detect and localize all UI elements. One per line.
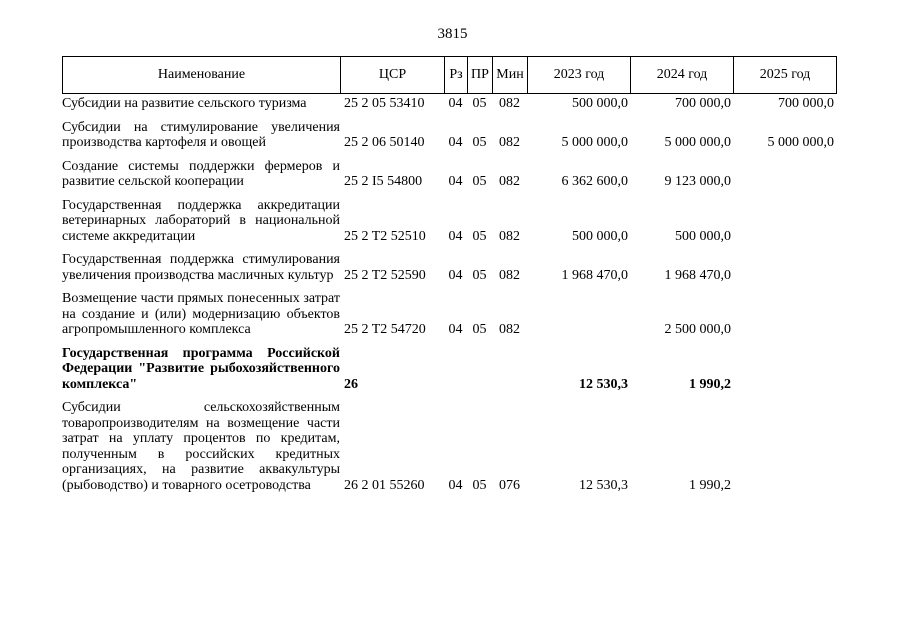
table-row: [62, 400, 842, 493]
row-2025: [733, 346, 836, 393]
row-csr: 25 2 T2 54720: [344, 322, 426, 337]
header-2023: 2023 год: [528, 57, 631, 93]
row-min: 076: [499, 477, 520, 493]
table-row: [62, 96, 842, 112]
row-2024: 700 000,0: [675, 96, 731, 111]
row-2024: 1 990,2: [689, 477, 731, 493]
header-pr: ПР: [468, 57, 493, 93]
row-csr: 26 2 01 55260: [344, 477, 425, 493]
header-2025: 2025 год: [734, 57, 837, 93]
row-csr: 25 2 05 53410: [344, 96, 425, 111]
row-name: Государственная поддержка стимулирования увеличения производства масличных культур: [62, 252, 340, 283]
row-2025: [733, 400, 836, 493]
row-2023: 500 000,0: [572, 228, 628, 244]
row-2024: 500 000,0: [675, 228, 731, 244]
page-number: 3815: [437, 26, 468, 42]
row-2023: 1 968 470,0: [561, 267, 628, 283]
table-row: [62, 252, 842, 283]
row-csr: 26: [344, 376, 358, 392]
row-2023: 12 530,3: [579, 477, 628, 493]
table-row: [62, 198, 842, 245]
header-rz: Рз: [445, 57, 468, 93]
row-name: Государственная поддержка аккредитации ветеринарных лабораторий в национальной системе аккредитации: [62, 197, 340, 244]
row-rz: 04: [448, 135, 463, 150]
header-2024: 2024 год: [631, 57, 734, 93]
row-2024: 2 500 000,0: [664, 322, 731, 337]
row-2025: [733, 159, 836, 190]
row-rz: 04: [448, 174, 463, 189]
row-rz: [444, 346, 467, 393]
row-name: Субсидии сельскохозяйственным товаропроизводителям на возмещение части затрат на уплату процентов по кредитам, полученным в российских кредитных организациях, на развитие аквакультуры (рыбоводство) и товарного осетроводства: [62, 400, 340, 493]
row-2024: 5 000 000,0: [664, 135, 731, 150]
row-csr: 25 2 06 50140: [344, 135, 425, 150]
row-pr: 05: [472, 477, 487, 493]
row-pr: 05: [472, 322, 487, 337]
row-2025: [733, 198, 836, 245]
row-min: 082: [499, 135, 520, 150]
row-csr: 25 2 T2 52510: [344, 228, 426, 244]
row-min: 082: [499, 267, 520, 283]
row-rz: 04: [448, 228, 463, 244]
row-name: Субсидии на стимулирование увеличения производства картофеля и овощей: [62, 119, 340, 150]
row-name: Субсидии на развитие сельского туризма: [62, 96, 307, 111]
row-min: 082: [499, 96, 520, 111]
row-min: 082: [499, 322, 520, 337]
row-rz: 04: [448, 477, 463, 493]
row-name: Государственная программа Российской Федерации "Развитие рыбохозяйственного комплекса": [62, 345, 340, 392]
row-2023: 12 530,3: [579, 376, 628, 392]
row-rz: 04: [448, 322, 463, 337]
row-2025: [733, 252, 836, 283]
row-min: [492, 346, 527, 393]
row-name: Создание системы поддержки фермеров и развитие сельской кооперации: [62, 158, 340, 189]
row-name: Возмещение части прямых понесенных затрат на создание и (или) модернизацию объектов агропромышленного комплекса: [62, 291, 340, 337]
row-pr: [467, 346, 492, 393]
row-min: 082: [499, 228, 520, 244]
table-row-program: [62, 346, 842, 393]
row-rz: 04: [448, 267, 463, 283]
row-2024: 1 990,2: [689, 376, 731, 392]
table-row: [62, 291, 842, 338]
row-2023: 6 362 600,0: [561, 174, 628, 189]
row-pr: 05: [472, 228, 487, 244]
row-pr: 05: [472, 267, 487, 283]
row-csr: 25 2 I5 54800: [344, 174, 423, 189]
header-name: Наименование: [63, 57, 341, 93]
table-row: [62, 159, 842, 190]
row-min: 082: [499, 174, 520, 189]
row-2023: 500 000,0: [572, 96, 628, 111]
row-pr: 05: [472, 174, 487, 189]
row-rz: 04: [448, 96, 463, 111]
row-2025: [733, 291, 836, 338]
table-header: [62, 56, 837, 94]
row-csr: 25 2 T2 52590: [344, 267, 426, 283]
row-pr: 05: [472, 96, 487, 111]
row-2024: 1 968 470,0: [664, 267, 731, 283]
table-body: [62, 96, 842, 501]
row-pr: 05: [472, 135, 487, 150]
header-min: Мин: [493, 57, 528, 93]
row-2025: 700 000,0: [778, 96, 834, 111]
row-2023: 5 000 000,0: [561, 135, 628, 150]
row-2025: 5 000 000,0: [767, 135, 834, 150]
row-2024: 9 123 000,0: [664, 174, 731, 189]
table-row: [62, 120, 842, 151]
header-csr: ЦСР: [341, 57, 445, 93]
row-2023: [527, 291, 630, 338]
